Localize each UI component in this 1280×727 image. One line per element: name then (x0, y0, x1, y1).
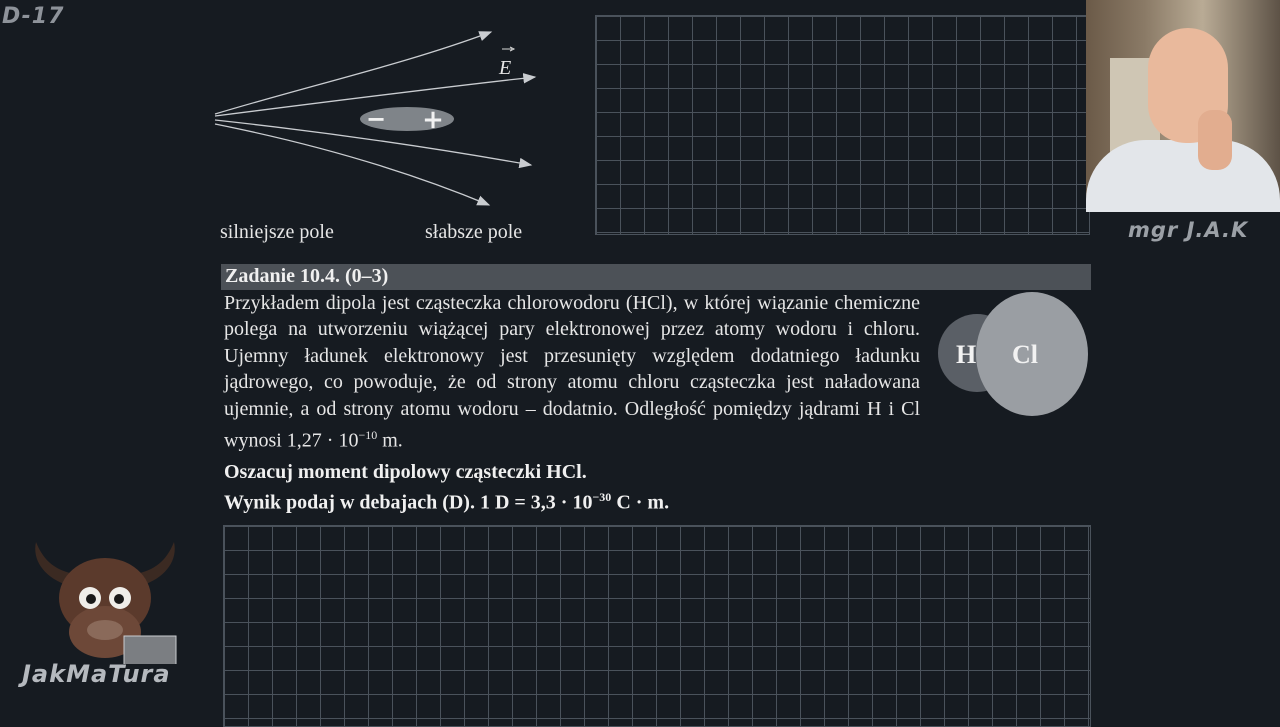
distance-exponent: −10 (358, 428, 378, 443)
dipole-plus-sign: + (422, 105, 444, 135)
field-lines-diagram (205, 20, 550, 220)
hydrogen-label: H (956, 340, 977, 369)
webcam-hand (1198, 110, 1232, 170)
debye-exponent: −30 (592, 490, 612, 504)
stronger-field-label: silniejsze pole (220, 221, 334, 243)
task-paragraph-text: Przykładem dipola jest cząsteczka chlorowodoru (HCl), w której wiązanie chemiczne polega na utworzeniu wiążącej pary elektronowej przez atomy wodoru i chloru. Ujemny ładunek elektronowy jest przesunięty względem dodatniego ładunku jądrowego, co powoduje, że od strony atomu chloru cząsteczka jest naładowana ujemnie, a od strony atomu wodoru – dodatnio. Odległość pomiędzy jądrami H i Cl wynosi 1,27 · 10 (224, 292, 920, 452)
webcam-name-label: mgr J.A.K (1128, 218, 1249, 242)
dipole-minus-sign: − (365, 105, 387, 133)
yak-mascot-icon (24, 536, 186, 664)
corner-label: D-17 (2, 4, 65, 29)
question-line-2 (224, 490, 669, 515)
weaker-field-label: słabsze pole (425, 221, 523, 243)
question-line-2-text: Wynik podaj w debajach (D). 1 D = 3,3 · 10 (224, 491, 593, 514)
question-line-1: Oszacuj moment dipolowy cząsteczki HCl. (224, 461, 587, 483)
task-paragraph (224, 290, 920, 454)
answer-grid-bottom[interactable] (223, 525, 1091, 727)
distance-unit: m. (377, 429, 403, 452)
webcam-feed (1086, 0, 1280, 212)
chlorine-label: Cl (1012, 340, 1038, 369)
answer-grid-top[interactable] (595, 15, 1090, 235)
question-line-2-unit: C · m. (611, 491, 670, 514)
task-title: Zadanie 10.4. (0–3) (225, 265, 389, 287)
vector-e-label: E (499, 57, 512, 79)
webcam-shirt (1086, 140, 1280, 212)
hcl-molecule (938, 292, 1090, 416)
field-line-1 (215, 32, 491, 114)
field-line-4 (215, 124, 489, 205)
channel-logo-text: JakMaTura (22, 660, 171, 688)
task-header-bar (221, 264, 1091, 290)
